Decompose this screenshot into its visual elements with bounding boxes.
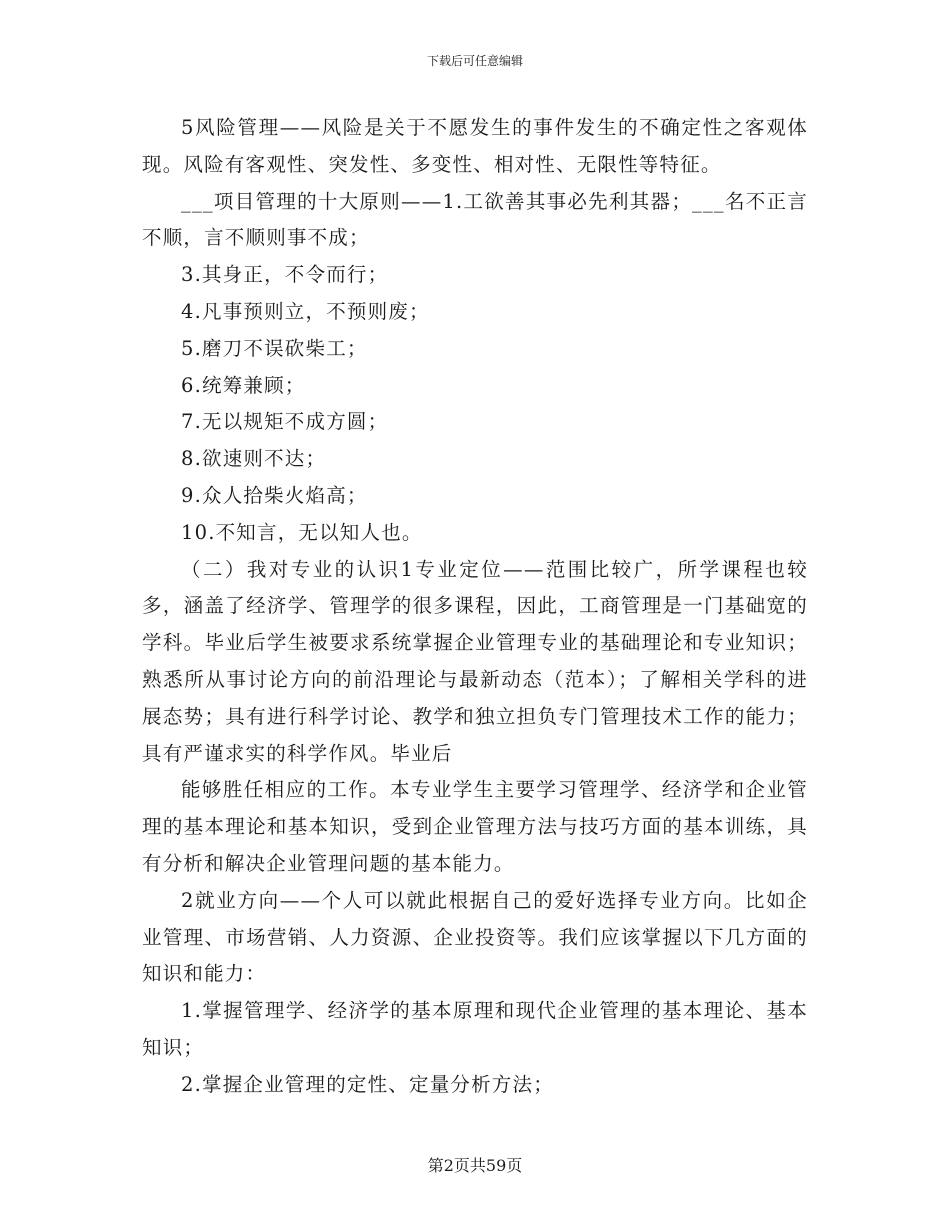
paragraph-career-direction: 2就业方向——个人可以就此根据自己的爱好选择专业方向。比如企业管理、市场营销、人力资源、企业投资等。我们应该掌握以下几方面的知识和能力：: [142, 888, 808, 986]
list-item-principle-3: 3.其身正，不令而行；: [181, 263, 389, 287]
list-item-principle-9: 9.众人拾柴火焰高；: [181, 483, 368, 507]
list-item-principle-10: 10.不知言，无以知人也。: [181, 520, 423, 544]
list-item-principle-4: 4.凡事预则立，不预则废；: [181, 299, 430, 323]
list-item-skill-2: 2.掌握企业管理的定性、定量分析方法；: [181, 1072, 554, 1096]
list-item-principle-8: 8.欲速则不达；: [181, 447, 327, 471]
paragraph-major-positioning: （二）我对专业的认识1专业定位——范围比较广，所学课程也较多，涵盖了经济学、管理学的很多课程，因此，工商管理是一门基础宽的学科。毕业后学生被要求系统掌握企业管理专业的基础理论和专业知识；熟悉所从事讨论方向的前沿理论与最新动态（范本）；了解相关学科的进展态势；具有进行科学讨论、教学和独立担负专门管理技术工作的能力；具有严谨求实的科学作风。毕业后: [142, 557, 808, 765]
document-body: [142, 110, 808, 1104]
paragraph-ten-principles: ___项目管理的十大原则——1.工欲善其事必先利其器；___名不正言不顺，言不顺则事不成；: [142, 189, 808, 250]
list-item-principle-7: 7.无以规矩不成方圆；: [181, 410, 389, 434]
paragraph-major-study: 能够胜任相应的工作。本专业学生主要学习管理学、经济学和企业管理的基本理论和基本知识，受到企业管理方法与技巧方面的基本训练，具有分析和解决企业管理问题的基本能力。: [142, 778, 808, 875]
paragraph-risk-management: 5风险管理——风险是关于不愿发生的事件发生的不确定性之客观体现。风险有客观性、突发性、多变性、相对性、无限性等特征。: [142, 116, 808, 176]
page-header: 下载后可任意编辑: [426, 54, 523, 68]
list-item-skill-1: 1.掌握管理学、经济学的基本原理和现代企业管理的基本理论、基本知识；: [142, 999, 808, 1059]
list-item-principle-6: 6.统筹兼顾；: [181, 373, 306, 397]
list-item-principle-5: 5.磨刀不误砍柴工；: [181, 336, 368, 360]
page-number-footer: 第2页共59页: [427, 1156, 523, 1175]
